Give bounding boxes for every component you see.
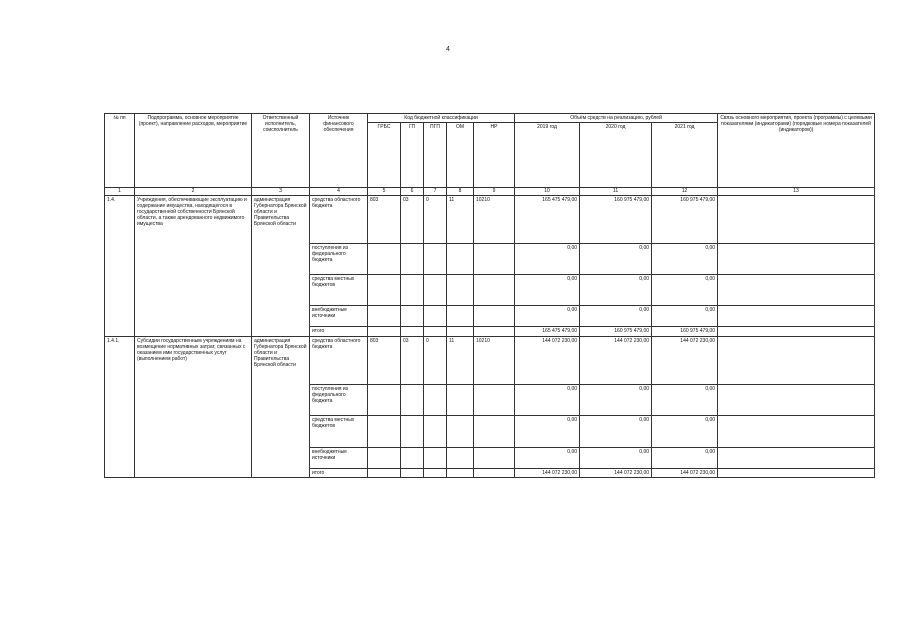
amount-2019: 165 475 479,00	[515, 327, 580, 336]
amount-2020: 0,00	[580, 384, 652, 415]
header-2021: 2021 год	[652, 123, 718, 188]
header-2020: 2020 год	[580, 123, 652, 188]
amount-2019: 0,00	[515, 416, 580, 447]
header-2019: 2019 год	[515, 123, 580, 188]
code-om: 11	[447, 336, 474, 384]
amount-2021: 0,00	[652, 447, 718, 468]
column-number: 13	[718, 188, 875, 195]
code-nr	[474, 384, 515, 415]
column-number: 11	[580, 188, 652, 195]
indicator-link	[718, 275, 875, 306]
amount-2020: 144 072 230,00	[580, 336, 652, 384]
amount-2019: 165 475 479,00	[515, 195, 580, 243]
amount-2021: 0,00	[652, 416, 718, 447]
indicator-link	[718, 468, 875, 478]
funding-source: средства областного бюджета	[310, 336, 368, 384]
section-name: Учреждения, обеспечивающие эксплуатацию и содержание имущества, находящегося в государственной собственности Брянской области, а также арендованного недвижимого имущества	[135, 195, 252, 336]
code-grbs: 803	[368, 336, 401, 384]
code-grbs	[368, 447, 401, 468]
amount-2021: 0,00	[652, 275, 718, 306]
code-nr: 10210	[474, 195, 515, 243]
code-grbs	[368, 275, 401, 306]
code-nr	[474, 306, 515, 327]
amount-2020: 0,00	[580, 447, 652, 468]
funding-source: средства местных бюджетов	[310, 416, 368, 447]
funding-source: средства областного бюджета	[310, 195, 368, 243]
amount-2019: 0,00	[515, 306, 580, 327]
funding-source: поступления из федерального бюджета	[310, 243, 368, 274]
code-grbs	[368, 384, 401, 415]
header-responsible: Ответственный исполнитель, соисполнитель	[252, 114, 310, 188]
code-gp	[401, 327, 424, 336]
code-gp	[401, 416, 424, 447]
indicator-link	[718, 384, 875, 415]
table-row	[105, 195, 875, 243]
amount-2021: 0,00	[652, 306, 718, 327]
header-funds: Объём средств на реализацию, рублей	[515, 114, 718, 123]
code-grbs	[368, 243, 401, 274]
column-number: 3	[252, 188, 310, 195]
column-number: 5	[368, 188, 401, 195]
amount-2021: 0,00	[652, 243, 718, 274]
amount-2021: 0,00	[652, 384, 718, 415]
column-number: 12	[652, 188, 718, 195]
amount-2020: 160 975 479,00	[580, 327, 652, 336]
amount-2019: 144 072 230,00	[515, 336, 580, 384]
column-number: 8	[447, 188, 474, 195]
indicator-link	[718, 243, 875, 274]
code-pgp	[424, 275, 447, 306]
funding-source: внебюджетные источники	[310, 447, 368, 468]
code-grbs: 803	[368, 195, 401, 243]
indicator-link	[718, 327, 875, 336]
section-number: 1.4.	[105, 195, 135, 336]
code-gp	[401, 447, 424, 468]
code-gp	[401, 468, 424, 478]
indicator-link	[718, 306, 875, 327]
code-om	[447, 327, 474, 336]
code-om: 11	[447, 195, 474, 243]
code-gp	[401, 306, 424, 327]
code-gp: 03	[401, 336, 424, 384]
amount-2019: 0,00	[515, 384, 580, 415]
header-program: Подпрограмма, основное мероприятие (проект), направление расходов, мероприятие	[135, 114, 252, 188]
code-pgp	[424, 468, 447, 478]
section-name: Субсидии государственным учреждениям на возмещение нормативных затрат, связанных с оказанием ими государственных услуг (выполнением работ)	[135, 336, 252, 477]
header-num: № пп	[105, 114, 135, 188]
indicator-link	[718, 416, 875, 447]
header-grbs: ГРБС	[368, 123, 401, 188]
column-number-row	[105, 188, 875, 195]
funding-source: внебюджетные источники	[310, 306, 368, 327]
header-pgp: ПГП	[424, 123, 447, 188]
code-gp: 03	[401, 195, 424, 243]
indicator-link	[718, 195, 875, 243]
code-om	[447, 306, 474, 327]
header-nr: НР	[474, 123, 515, 188]
table-row	[105, 336, 875, 384]
code-om	[447, 447, 474, 468]
column-number: 4	[310, 188, 368, 195]
funding-source: поступления из федерального бюджета	[310, 384, 368, 415]
code-pgp	[424, 416, 447, 447]
amount-2019: 0,00	[515, 447, 580, 468]
funding-source: средства местных бюджетов	[310, 275, 368, 306]
code-nr	[474, 468, 515, 478]
code-pgp	[424, 243, 447, 274]
amount-2020: 144 072 230,00	[580, 468, 652, 478]
code-pgp: 0	[424, 195, 447, 243]
code-nr: 10210	[474, 336, 515, 384]
funding-source: итого	[310, 468, 368, 478]
code-pgp	[424, 447, 447, 468]
code-pgp	[424, 327, 447, 336]
code-nr	[474, 327, 515, 336]
amount-2019: 144 072 230,00	[515, 468, 580, 478]
code-nr	[474, 416, 515, 447]
code-nr	[474, 275, 515, 306]
amount-2020: 0,00	[580, 306, 652, 327]
code-grbs	[368, 416, 401, 447]
code-nr	[474, 243, 515, 274]
code-grbs	[368, 327, 401, 336]
amount-2020: 0,00	[580, 243, 652, 274]
amount-2020: 0,00	[580, 416, 652, 447]
code-pgp: 0	[424, 336, 447, 384]
code-pgp	[424, 384, 447, 415]
section-responsible: администрация Губернатора Брянской области и Правительства Брянской области	[252, 195, 310, 336]
column-number: 2	[135, 188, 252, 195]
budget-table	[104, 113, 875, 478]
header-source: Источник финансового обеспечения	[310, 114, 368, 188]
code-om	[447, 275, 474, 306]
amount-2021: 160 975 479,00	[652, 327, 718, 336]
code-gp	[401, 384, 424, 415]
header-gp: ГП	[401, 123, 424, 188]
column-number: 9	[474, 188, 515, 195]
amount-2021: 160 975 479,00	[652, 195, 718, 243]
code-pgp	[424, 306, 447, 327]
code-om	[447, 243, 474, 274]
code-grbs	[368, 306, 401, 327]
code-gp	[401, 275, 424, 306]
code-gp	[401, 243, 424, 274]
column-number: 6	[401, 188, 424, 195]
amount-2021: 144 072 230,00	[652, 336, 718, 384]
code-om	[447, 384, 474, 415]
column-number: 7	[424, 188, 447, 195]
column-number: 10	[515, 188, 580, 195]
code-om	[447, 416, 474, 447]
section-responsible: администрация Губернатора Брянской области и Правительства Брянской области	[252, 336, 310, 477]
table-header-row	[105, 114, 875, 123]
funding-source: итого	[310, 327, 368, 336]
amount-2019: 0,00	[515, 243, 580, 274]
amount-2021: 144 072 230,00	[652, 468, 718, 478]
code-grbs	[368, 468, 401, 478]
code-nr	[474, 447, 515, 468]
amount-2020: 0,00	[580, 275, 652, 306]
indicator-link	[718, 336, 875, 384]
code-om	[447, 468, 474, 478]
indicator-link	[718, 447, 875, 468]
amount-2020: 160 975 479,00	[580, 195, 652, 243]
page-number: 4	[446, 46, 450, 53]
section-number: 1.4.1.	[105, 336, 135, 477]
header-link: Связь основного мероприятия, проекта (программы) с целевыми показателями (индикаторами) (порядковые номера показателей (индикаторов))	[718, 114, 875, 188]
amount-2019: 0,00	[515, 275, 580, 306]
header-om: ОМ	[447, 123, 474, 188]
column-number: 1	[105, 188, 135, 195]
header-budget-code: Код бюджетной классификации	[368, 114, 515, 123]
